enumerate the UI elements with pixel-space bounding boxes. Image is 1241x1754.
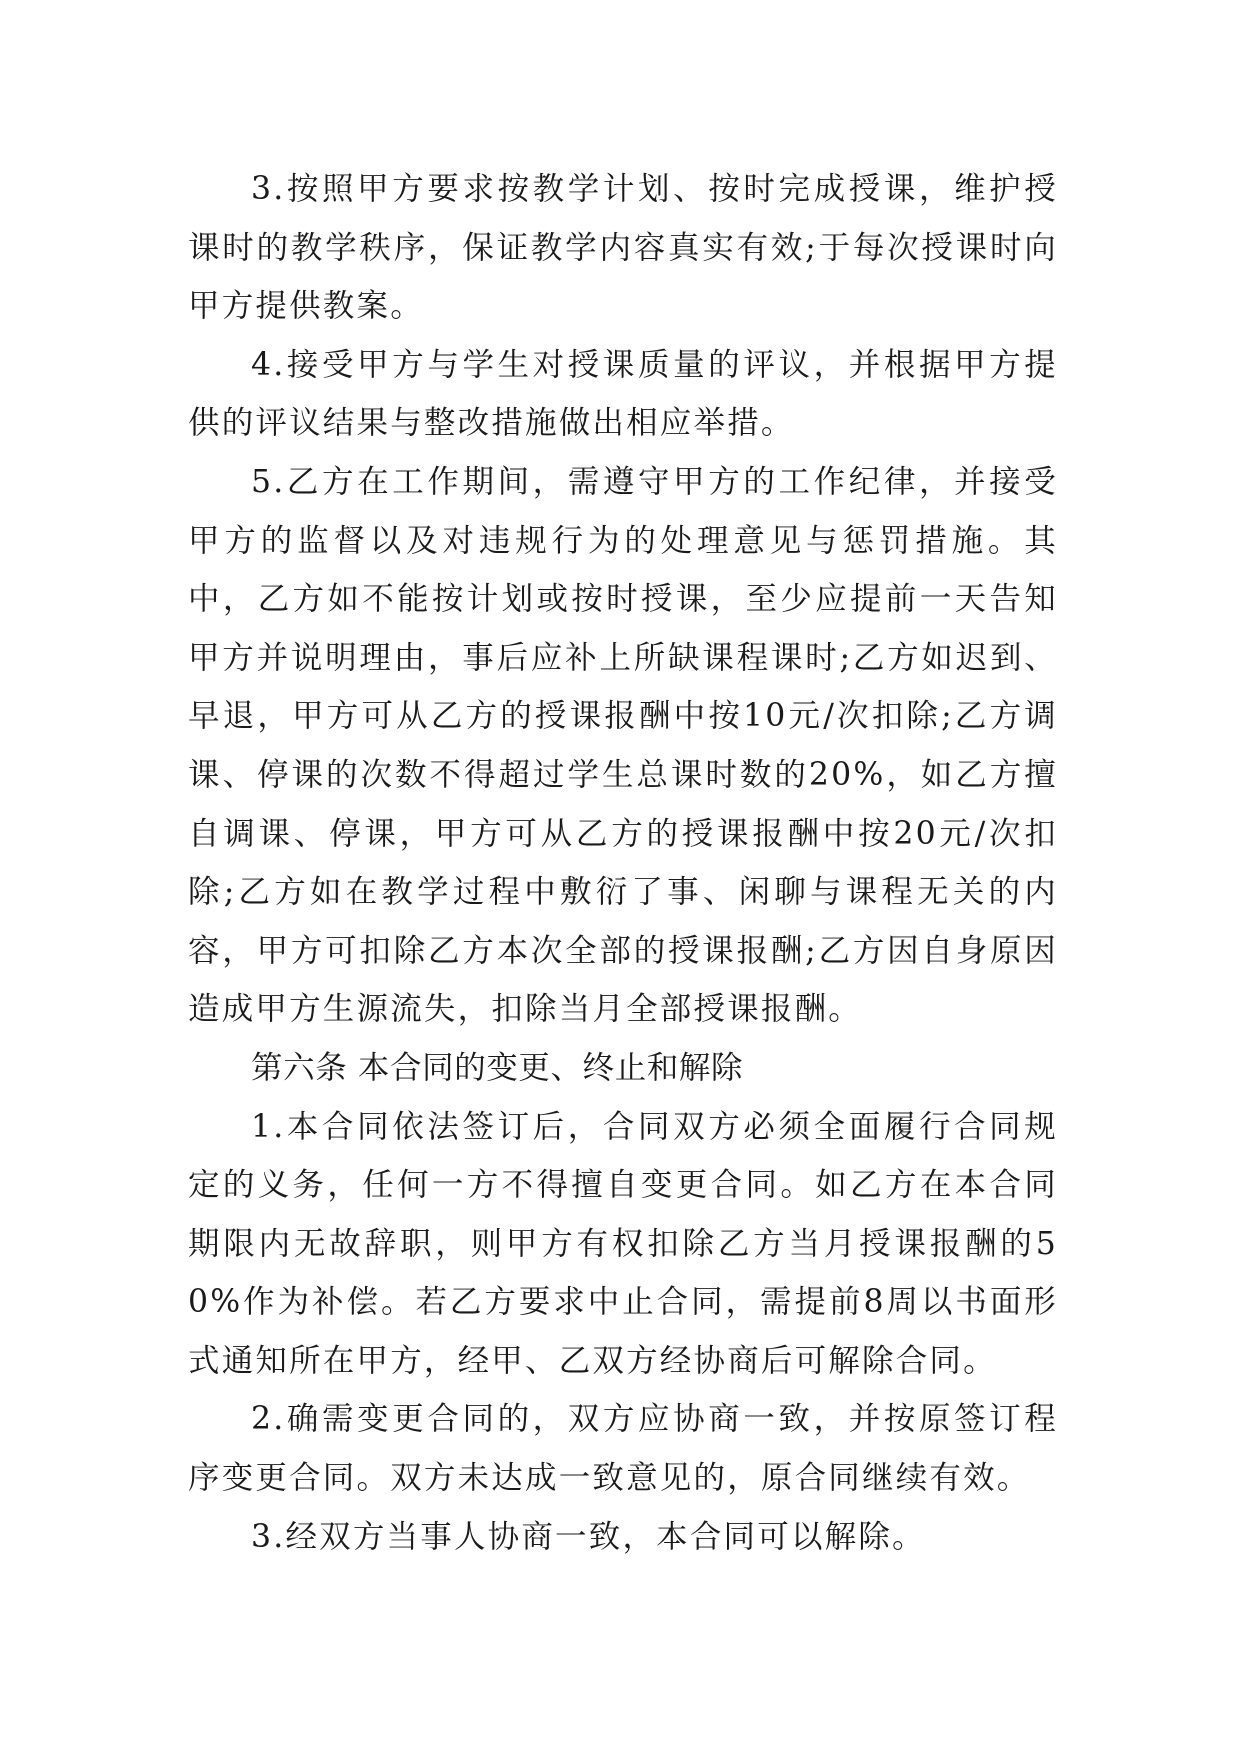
clause-paragraph-4: 4.接受甲方与学生对授课质量的评议，并根据甲方提供的评议结果与整改措施做出相应举措。 — [188, 346, 1058, 442]
section-paragraph-1: 1.本合同依法签订后，合同双方必须全面履行合同规定的义务，任何一方不得擅自变更合同。如乙方在本合同期限内无故辞职，则甲方有权扣除乙方当月授课报酬的50%作为补偿。若乙方要求中止合同，需提前8周以书面形式通知所在甲方，经甲、乙双方经协商后可解除合同。 — [188, 1108, 1058, 1379]
section-paragraph-2: 2.确需变更合同的，双方应协商一致，并按原签订程序变更合同。双方未达成一致意见的，原合同继续有效。 — [188, 1401, 1058, 1497]
clause-paragraph-3: 3.按照甲方要求按教学计划、按时完成授课，维护授课时的教学秩序，保证教学内容真实有效;于每次授课时向甲方提供教案。 — [188, 171, 1058, 325]
clause-paragraph-5: 5.乙方在工作期间，需遵守甲方的工作纪律，并接受甲方的监督以及对违规行为的处理意见与惩罚措施。其中，乙方如不能按计划或按时授课，至少应提前一天告知甲方并说明理由，事后应补上所缺课程课时;乙方如迟到、早退，甲方可从乙方的授课报酬中按10元/次扣除;乙方调课、停课的次数不得超过学生总课时数的20%，如乙方擅自调课、停课，甲方可从乙方的授课报酬中按20元/次扣除;乙方如在教学过程中敷衍了事、闲聊与课程无关的内容，甲方可扣除乙方本次全部的授课报酬;乙方因自身原因造成甲方生源流失，扣除当月全部授课报酬。 — [188, 463, 1058, 1028]
section-heading: 第六条 本合同的变更、终止和解除 — [251, 1049, 744, 1086]
document-body — [188, 160, 1058, 1566]
section-paragraph-3: 3.经双方当事人协商一致，本合同可以解除。 — [251, 1518, 926, 1555]
